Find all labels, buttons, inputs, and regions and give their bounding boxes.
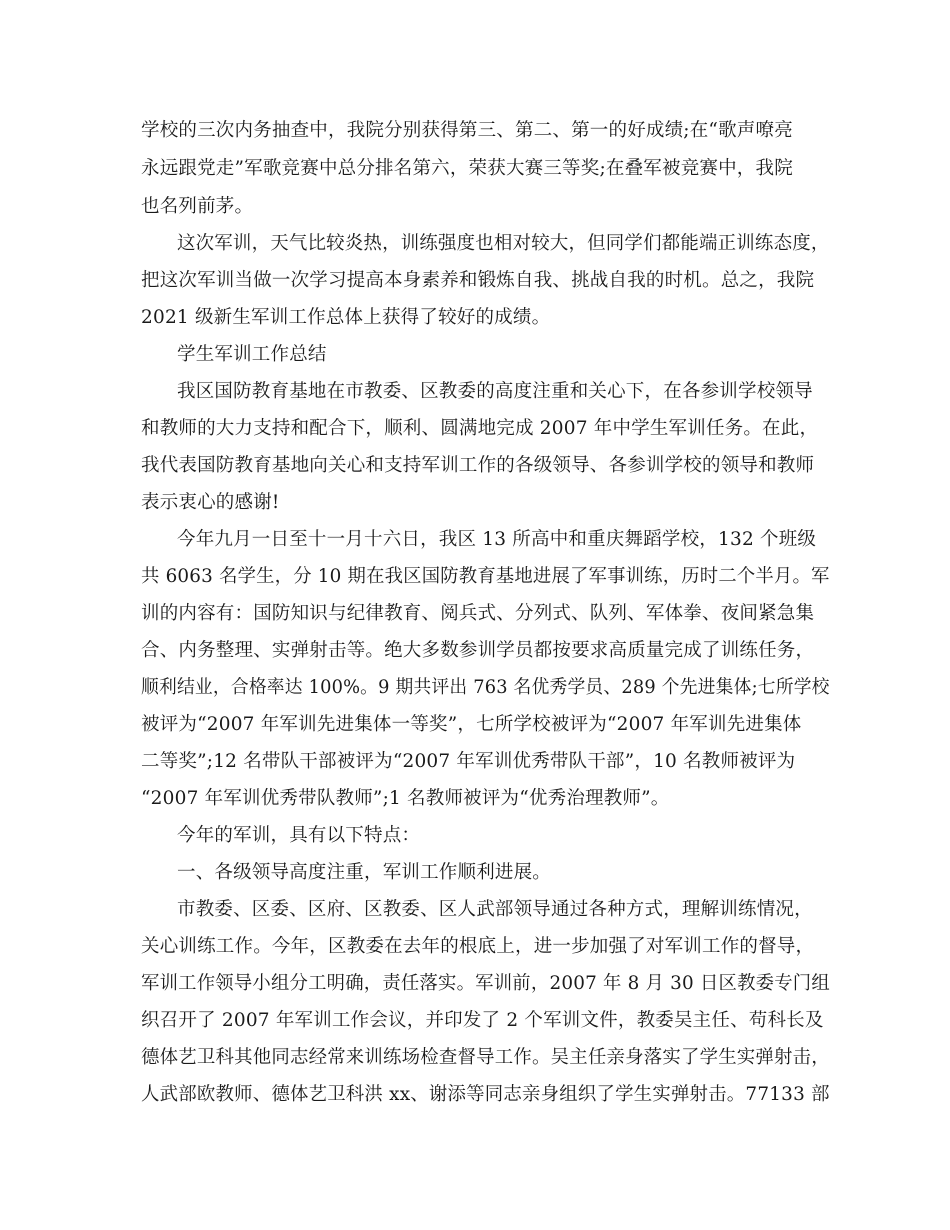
text-line: 德体艺卫科其他同志经常来训练场检查督导工作。吴主任亲身落实了学生实弹射击， [141, 1047, 830, 1068]
text-line: 永远跟党走”军歌竞赛中总分排名第六，荣获大赛三等奖;在叠军被竞赛中，我院 [141, 158, 793, 179]
text-line: 这次军训，天气比较炎热，训练强度也相对较大，但同学们都能端正训练态度， [177, 233, 830, 254]
text-line: 一、各级领导高度注重，军训工作顺利进展。 [177, 862, 552, 883]
text-line: 共 6063 名学生，分 10 期在我区国防教育基地进展了军事训练，历时二个半月。军 [141, 566, 830, 587]
text-line: 被评为“2007 年军训先进集体一等奖”，七所学校被评为“2007 年军训先进集体 [141, 714, 802, 735]
text-line: 今年的军训，具有以下特点： [177, 825, 421, 846]
text-line: 二等奖”;12 名带队干部被评为“2007 年军训优秀带队干部”，10 名教师被评为 [141, 751, 796, 772]
text-line: 织召开了 2007 年军训工作会议，并印发了 2 个军训文件，教委吴主任、苟科长及 [141, 1010, 824, 1031]
text-line: 学校的三次内务抽查中，我院分别获得第三、第二、第一的好成绩;在“歌声嘹亮 [141, 120, 793, 141]
text-line: 市教委、区委、区府、区教委、区人武部领导通过各种方式，理解训练情况， [177, 899, 813, 920]
text-line: 表示衷心的感谢! [141, 492, 280, 513]
text-line: 也名列前茅。 [141, 196, 254, 217]
text-line: 训的内容有：国防知识与纪律教育、阅兵式、分列式、队列、军体拳、夜间紧急集 [141, 603, 815, 624]
text-line: 我区国防教育基地在市教委、区教委的高度注重和关心下，在各参训学校领导 [177, 381, 813, 402]
text-line: 人武部欧教师、德体艺卫科洪 xx、谢添等同志亲身组织了学生实弹射击。77133 部 [141, 1084, 830, 1105]
text-line: 合、内务整理、实弹射击等。绝大多数参训学员都按要求高质量完成了训练任务， [141, 640, 815, 661]
text-line: 和教师的大力支持和配合下，顺利、圆满地完成 2007 年中学生军训任务。在此， [141, 418, 819, 439]
section-heading: 学生军训工作总结 [177, 344, 327, 365]
text-line: 关心训练工作。今年，区教委在去年的根底上，进一步加强了对军训工作的督导， [141, 936, 815, 957]
text-line: 今年九月一日至十一月十六日，我区 13 所高中和重庆舞蹈学校，132 个班级 [177, 529, 817, 550]
text-line: “2007 年军训优秀带队教师”;1 名教师被评为“优秀治理教师”。 [141, 788, 670, 809]
text-line: 我代表国防教育基地向关心和支持军训工作的各级领导、各参训学校的领导和教师 [141, 455, 815, 476]
text-line: 把这次军训当做一次学习提高本身素养和锻炼自我、挑战自我的时机。总之，我院 [141, 270, 815, 291]
text-line: 顺利结业，合格率达 100%。9 期共评出 763 名优秀学员、289 个先进集体;七所学校 [141, 677, 830, 698]
text-line: 军训工作领导小组分工明确，责任落实。军训前，2007 年 8 月 30 日区教委专门组 [141, 973, 830, 994]
text-line: 2021 级新生军训工作总体上获得了较好的成绩。 [141, 307, 551, 328]
